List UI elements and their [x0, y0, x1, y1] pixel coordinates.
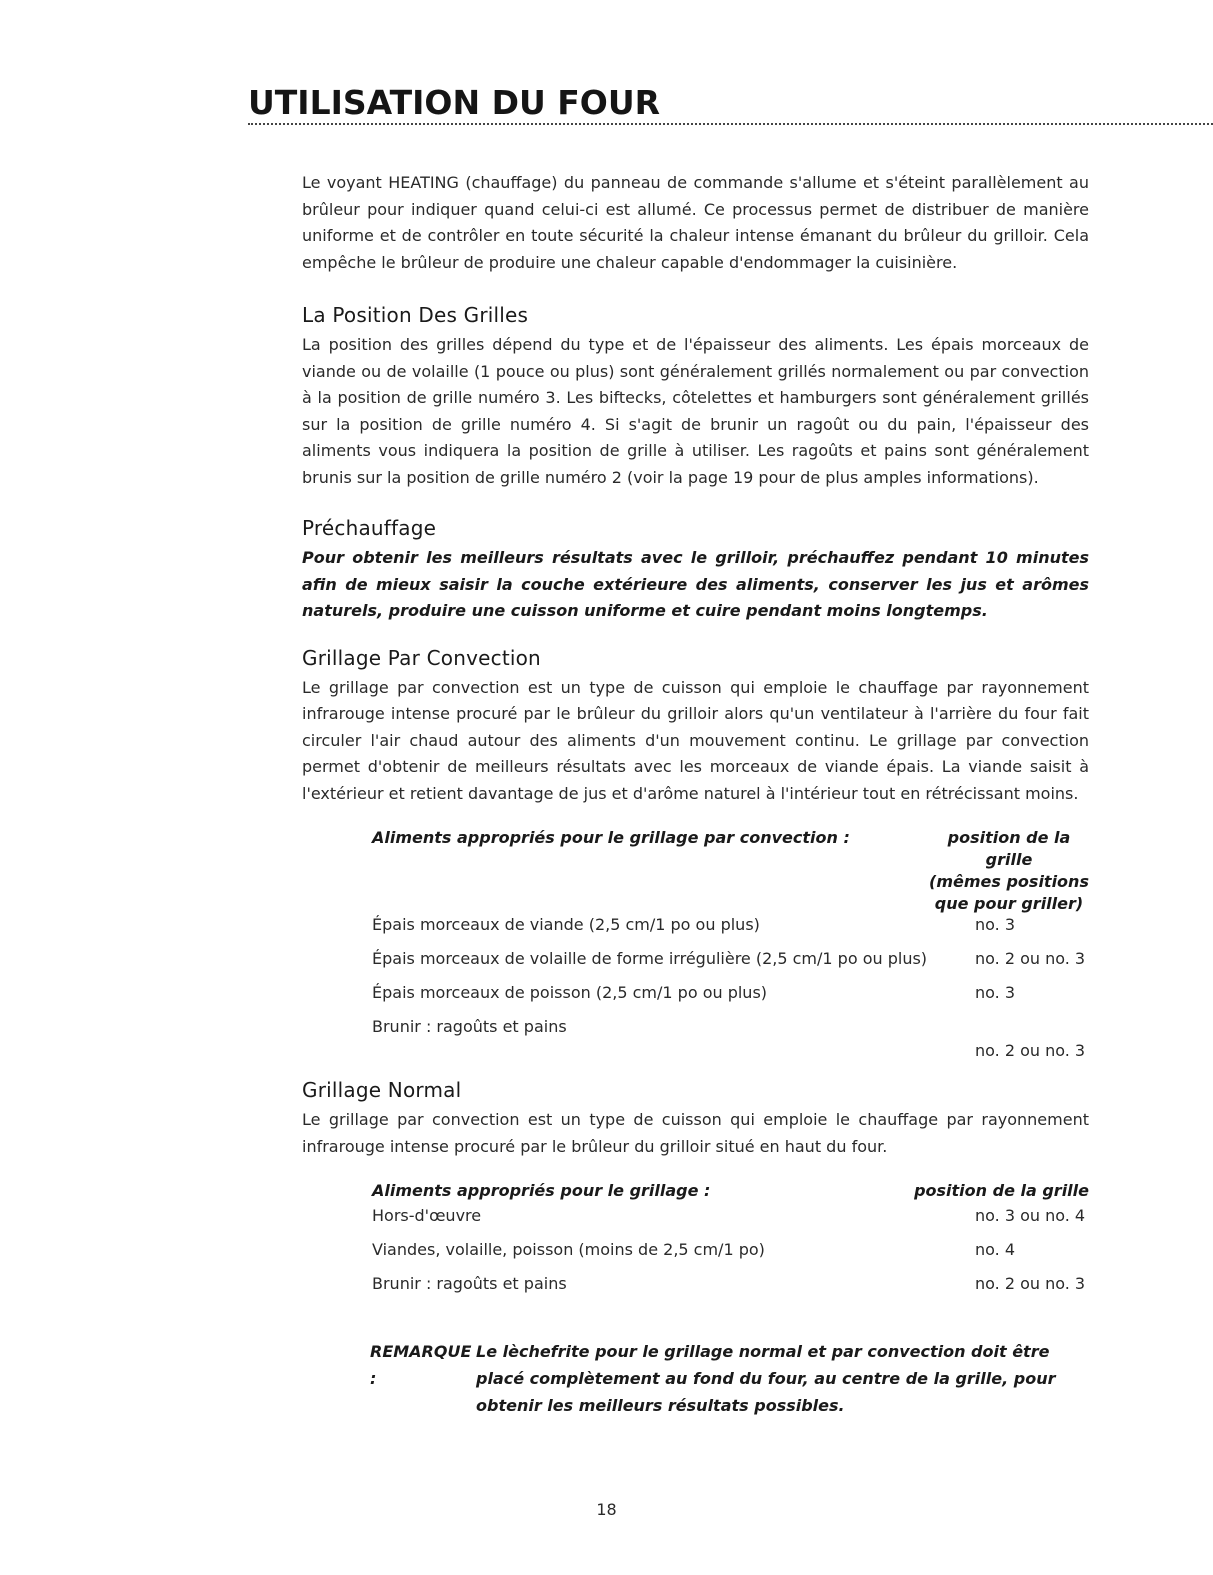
page-title: UTILISATION DU FOUR — [248, 83, 661, 122]
table-row — [372, 1204, 1089, 1228]
normal-table — [372, 1180, 1089, 1296]
position-cell: no. 3 — [975, 983, 1015, 1002]
table-row — [372, 1272, 1089, 1296]
prechauffage-paragraph: Pour obtenir les meilleurs résultats avec le grilloir, préchauffez pendant 10 minutes afin de mieux saisir la couche extérieure des aliments, conserver les jus et arômes naturels, produire une cuisson uniforme et cuire pendant moins longtemps. — [302, 548, 1089, 620]
intro-paragraph: Le voyant HEATING (chauffage) du panneau de commande s'allume et s'éteint parallèlement au brûleur pour indiquer quand celui-ci est allumé. Ce processus permet de distribuer de manière uniforme et de contrôler en toute sécurité la chaleur intense émanant du brûleur du grilloir. Cela empêche le brûleur de produire une chaleur capable d'endommager la cuisinière. — [302, 173, 1089, 272]
food-cell: Brunir : ragoûts et pains — [372, 1017, 567, 1036]
position-header-line-3: que pour griller) — [934, 894, 1084, 913]
position-cell: no. 3 — [975, 915, 1015, 934]
food-cell: Épais morceaux de poisson (2,5 cm/1 po ou plus) — [372, 983, 768, 1002]
convection-table-header — [372, 827, 1089, 915]
position-cell: no. 2 ou no. 3 — [975, 949, 1086, 968]
grilles-paragraph: La position des grilles dépend du type et de l'épaisseur des aliments. Les épais morceaux de viande ou de volaille (1 pouce ou plus) sont généralement grillés normalement ou par convection à la position de grille numéro 3. Les biftecks, côtelettes et hamburgers sont généralement grillés sur la position de grille numéro 4. Si s'agit de brunir un ragoût ou du pain, l'épaisseur des aliments vous indiquera la position de grille à utiliser. Les ragoûts et pains sont généralement brunis sur la position de grille numéro 2 (voir la page 19 pour de plus amples informations). — [302, 335, 1089, 487]
main-content — [302, 170, 1089, 1296]
table-row — [372, 947, 1089, 971]
position-header-line-2: (mêmes positions — [929, 872, 1089, 891]
convection-paragraph: Le grillage par convection est un type de cuisson qui emploie le chauffage par rayonnement infrarouge intense procuré par le brûleur du grilloir alors qu'un ventilateur à l'arrière du four fait circuler l'air chaud autour des aliments d'un mouvement continu. Le grillage par convection permet d'obtenir de meilleurs résultats avec les morceaux de viande épais. La viande saisit à l'extérieur et retient davantage de jus et d'arôme naturel à l'intérieur tout en rétrécissant moins. — [302, 677, 1089, 803]
position-column-header — [929, 827, 1089, 915]
note-text: Le lèchefrite pour le grillage normal et par convection doit être placé complètement au fond du four, au centre de la grille, pour obtenir les meilleurs résultats possibles. — [476, 1342, 1056, 1415]
table-row — [372, 1015, 1089, 1063]
food-column-header: Aliments appropriés pour le grillage par convection : — [372, 828, 850, 847]
position-cell: no. 2 ou no. 3 — [975, 1274, 1086, 1293]
food-column-header: Aliments appropriés pour le grillage : — [372, 1181, 711, 1200]
heading-grilles: La Position Des Grilles — [302, 303, 529, 327]
position-cell: no. 2 ou no. 3 — [975, 1041, 1086, 1060]
normal-table-header — [372, 1180, 1089, 1202]
food-cell: Épais morceaux de volaille de forme irrégulière (2,5 cm/1 po ou plus) — [372, 949, 928, 968]
table-row — [372, 913, 1089, 937]
food-cell: Brunir : ragoûts et pains — [372, 1274, 567, 1293]
title-underline — [248, 123, 1213, 125]
table-row — [372, 981, 1089, 1005]
normal-paragraph: Le grillage par convection est un type de cuisson qui emploie le chauffage par rayonnement infrarouge intense procuré par le brûleur du grilloir situé en haut du four. — [302, 1110, 1089, 1156]
heading-convection: Grillage Par Convection — [302, 645, 541, 670]
food-cell: Hors-d'œuvre — [372, 1206, 482, 1225]
table-row — [372, 1238, 1089, 1262]
position-cell: no. 4 — [975, 1240, 1015, 1259]
convection-table — [372, 827, 1089, 1063]
heading-normal: Grillage Normal — [302, 1078, 462, 1102]
food-cell: Viandes, volaille, poisson (moins de 2,5 cm/1 po) — [372, 1240, 765, 1259]
food-cell: Épais morceaux de viande (2,5 cm/1 po ou plus) — [372, 915, 760, 934]
note-block — [370, 1338, 1090, 1419]
page-number: 18 — [596, 1500, 617, 1519]
position-column-header: position de la grille — [914, 1181, 1089, 1200]
position-cell: no. 3 ou no. 4 — [975, 1206, 1086, 1225]
position-header-line-1: position de la grille — [947, 828, 1071, 869]
note-label: REMARQUE : — [370, 1342, 472, 1388]
heading-prechauffage: Préchauffage — [302, 516, 437, 540]
